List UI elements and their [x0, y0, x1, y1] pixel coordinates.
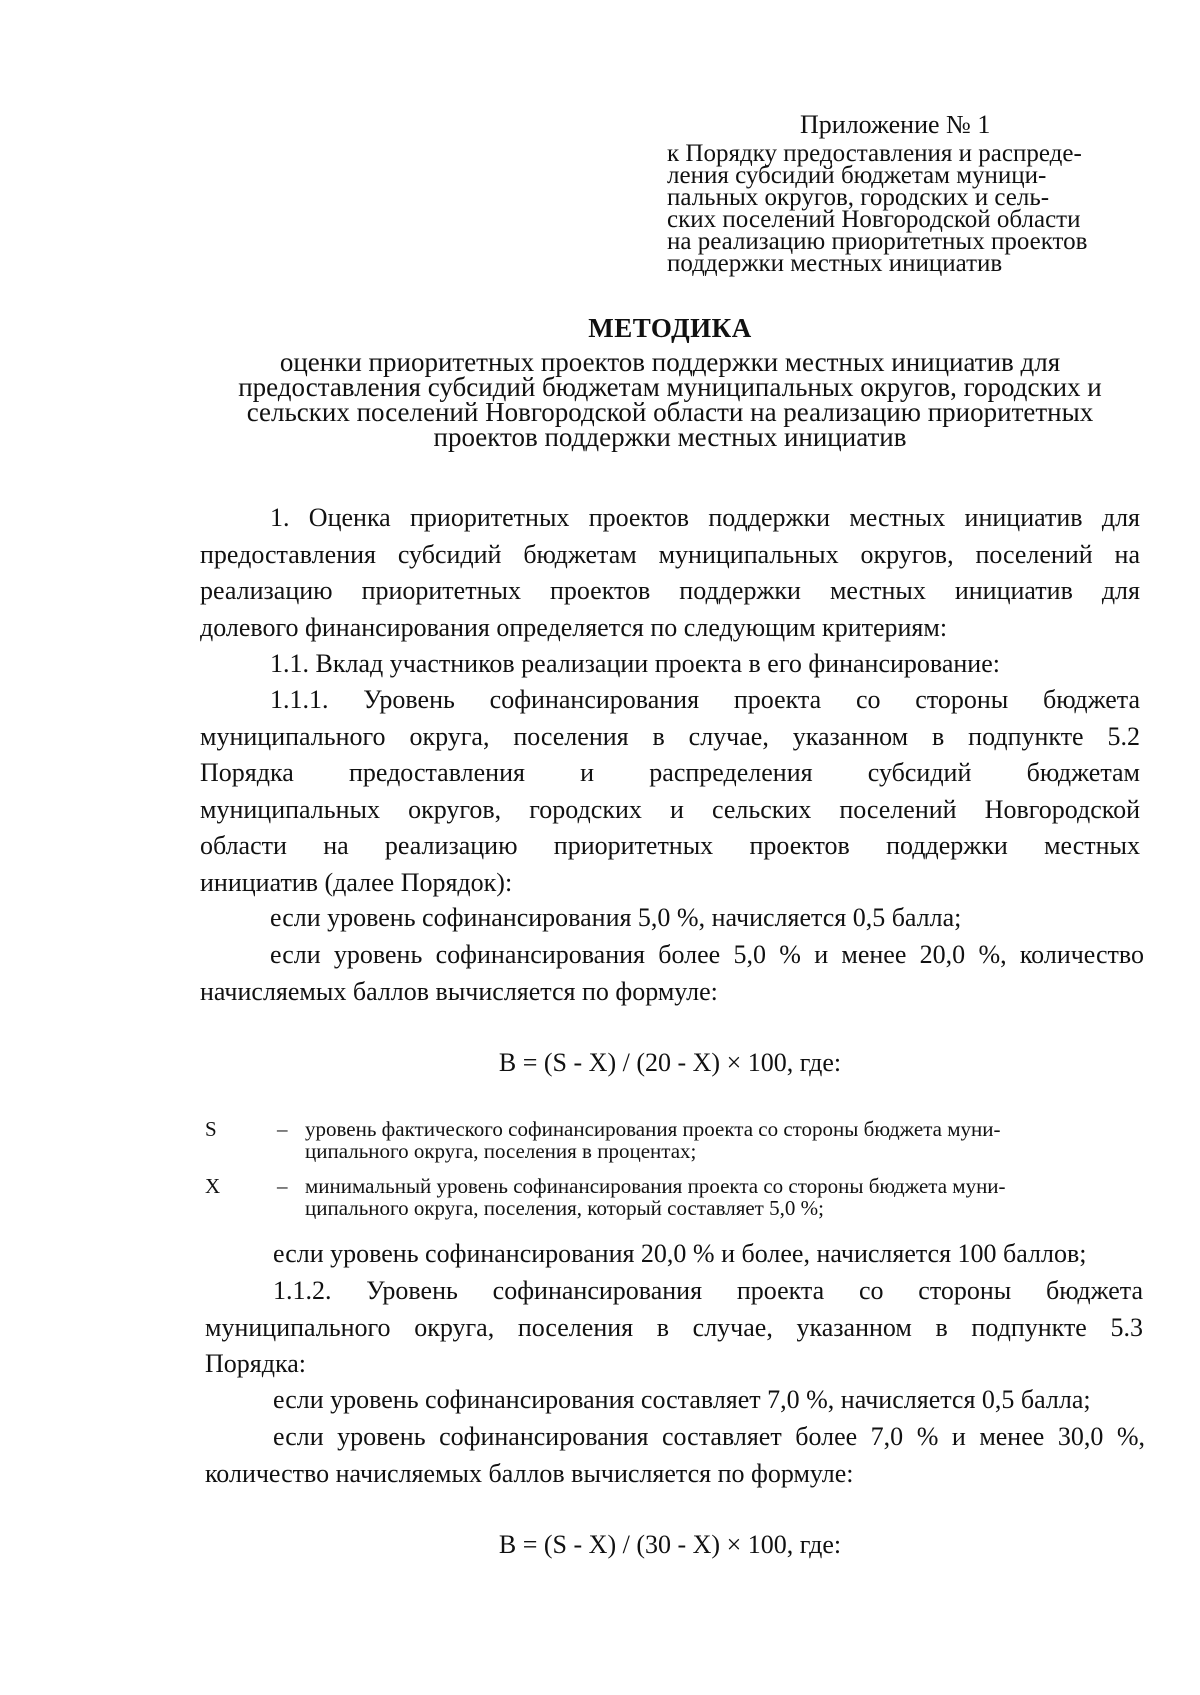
paragraph-line: 1.1.2. Уровень софинансирования проекта со стороны бюджета	[273, 1276, 1143, 1305]
paragraph-line: области на реализацию приоритетных проектов поддержки местных	[200, 831, 1140, 860]
appendix-subtitle-line: ских поселений Новгородской области	[667, 206, 1081, 233]
paragraph-line: если уровень софинансирования составляет более 7,0 % и менее 30,0 %,	[273, 1422, 1145, 1451]
variable-description	[305, 1118, 1145, 1162]
appendix-subtitle-line: на реализацию приоритетных проектов	[667, 228, 1088, 255]
document-subtitle-line: сельских поселений Новгородской области на реализацию приоритетных	[246, 397, 1094, 427]
paragraph-line: Порядка предоставления и распределения субсидий бюджетам	[200, 758, 1140, 787]
condition-paragraph	[200, 937, 1144, 1010]
condition-line: если уровень софинансирования составляет 7,0 %, начисляется 0,5 балла;	[273, 1385, 1091, 1414]
appendix-subtitle-line: ления субсидий бюджетам муници-	[667, 162, 1047, 189]
paragraph-line: 1. Оценка приоритетных проектов поддержки местных инициатив для	[270, 503, 1140, 532]
dash: –	[277, 1117, 288, 1141]
variable-description-line: минимальный уровень софинансирования проекта со стороны бюджета муни-	[305, 1174, 1006, 1198]
variable-description-line: ципального округа, поселения, который составляет 5,0 %;	[305, 1196, 824, 1220]
paragraph-line: предоставления субсидий бюджетам муниципальных округов, поселений на	[200, 539, 1140, 569]
variable-description	[305, 1175, 1145, 1219]
document-subtitle	[230, 347, 1110, 452]
appendix-title: Приложение № 1	[800, 110, 991, 139]
paragraph-line: инициатив (далее Порядок):	[200, 867, 513, 897]
paragraph-1-1-1	[200, 682, 1140, 901]
appendix-subtitle-line: поддержки местных инициатив	[667, 250, 1003, 277]
condition-paragraph	[205, 1419, 1145, 1492]
paragraph-line: муниципального округа, поселения в случае, указанном в подпункте 5.2	[200, 721, 1140, 751]
variable-symbol: X	[205, 1174, 221, 1198]
paragraph-1-1-2	[205, 1273, 1143, 1383]
paragraph-line: если уровень софинансирования более 5,0 % и менее 20,0 %, количество	[270, 940, 1144, 969]
paragraph-line: реализацию приоритетных проектов поддержки местных инициатив для	[200, 576, 1140, 605]
paragraph-line: муниципального округа, поселения в случае, указанном в подпункте 5.3	[205, 1312, 1143, 1342]
condition-line: если уровень софинансирования 20,0 % и более, начисляется 100 баллов;	[273, 1239, 1087, 1268]
paragraph-1	[200, 500, 1140, 646]
appendix-subtitle-line: пальных округов, городских и сель-	[667, 184, 1050, 211]
paragraph-line: муниципальных округов, городских и сельских поселений Новгородской	[200, 794, 1140, 824]
variable-description-line: уровень фактического софинансирования проекта со стороны бюджета муни-	[305, 1117, 1001, 1141]
variable-description-line: ципального округа, поселения в процентах;	[305, 1139, 697, 1163]
document-subtitle-line: проектов поддержки местных инициатив	[433, 422, 907, 452]
dash: –	[277, 1174, 288, 1198]
condition-line: если уровень софинансирования 5,0 %, начисляется 0,5 балла;	[270, 903, 962, 932]
appendix-subtitle	[667, 140, 1157, 277]
document-subtitle-line: оценки приоритетных проектов поддержки местных инициатив для	[279, 347, 1061, 377]
document-subtitle-line: предоставления субсидий бюджетам муниципальных округов, городских и	[238, 372, 1102, 402]
paragraph-1-1: 1.1. Вклад участников реализации проекта в его финансирование:	[270, 649, 1000, 678]
document-title: МЕТОДИКА	[588, 313, 752, 343]
paragraph-line: долевого финансирования определяется по следующим критериям:	[200, 612, 948, 642]
formula-1: B = (S - X) / (20 - X) × 100, где:	[498, 1048, 842, 1077]
formula-2: B = (S - X) / (30 - X) × 100, где:	[498, 1530, 842, 1559]
paragraph-line: количество начисляемых баллов вычисляется по формуле:	[205, 1458, 854, 1488]
paragraph-line: начисляемых баллов вычисляется по формуле:	[200, 976, 718, 1006]
paragraph-line: 1.1.1. Уровень софинансирования проекта со стороны бюджета	[270, 685, 1140, 714]
variable-symbol: S	[205, 1117, 217, 1141]
appendix-subtitle-line: к Порядку предоставления и распреде-	[667, 140, 1082, 167]
paragraph-line: Порядка:	[205, 1349, 306, 1378]
